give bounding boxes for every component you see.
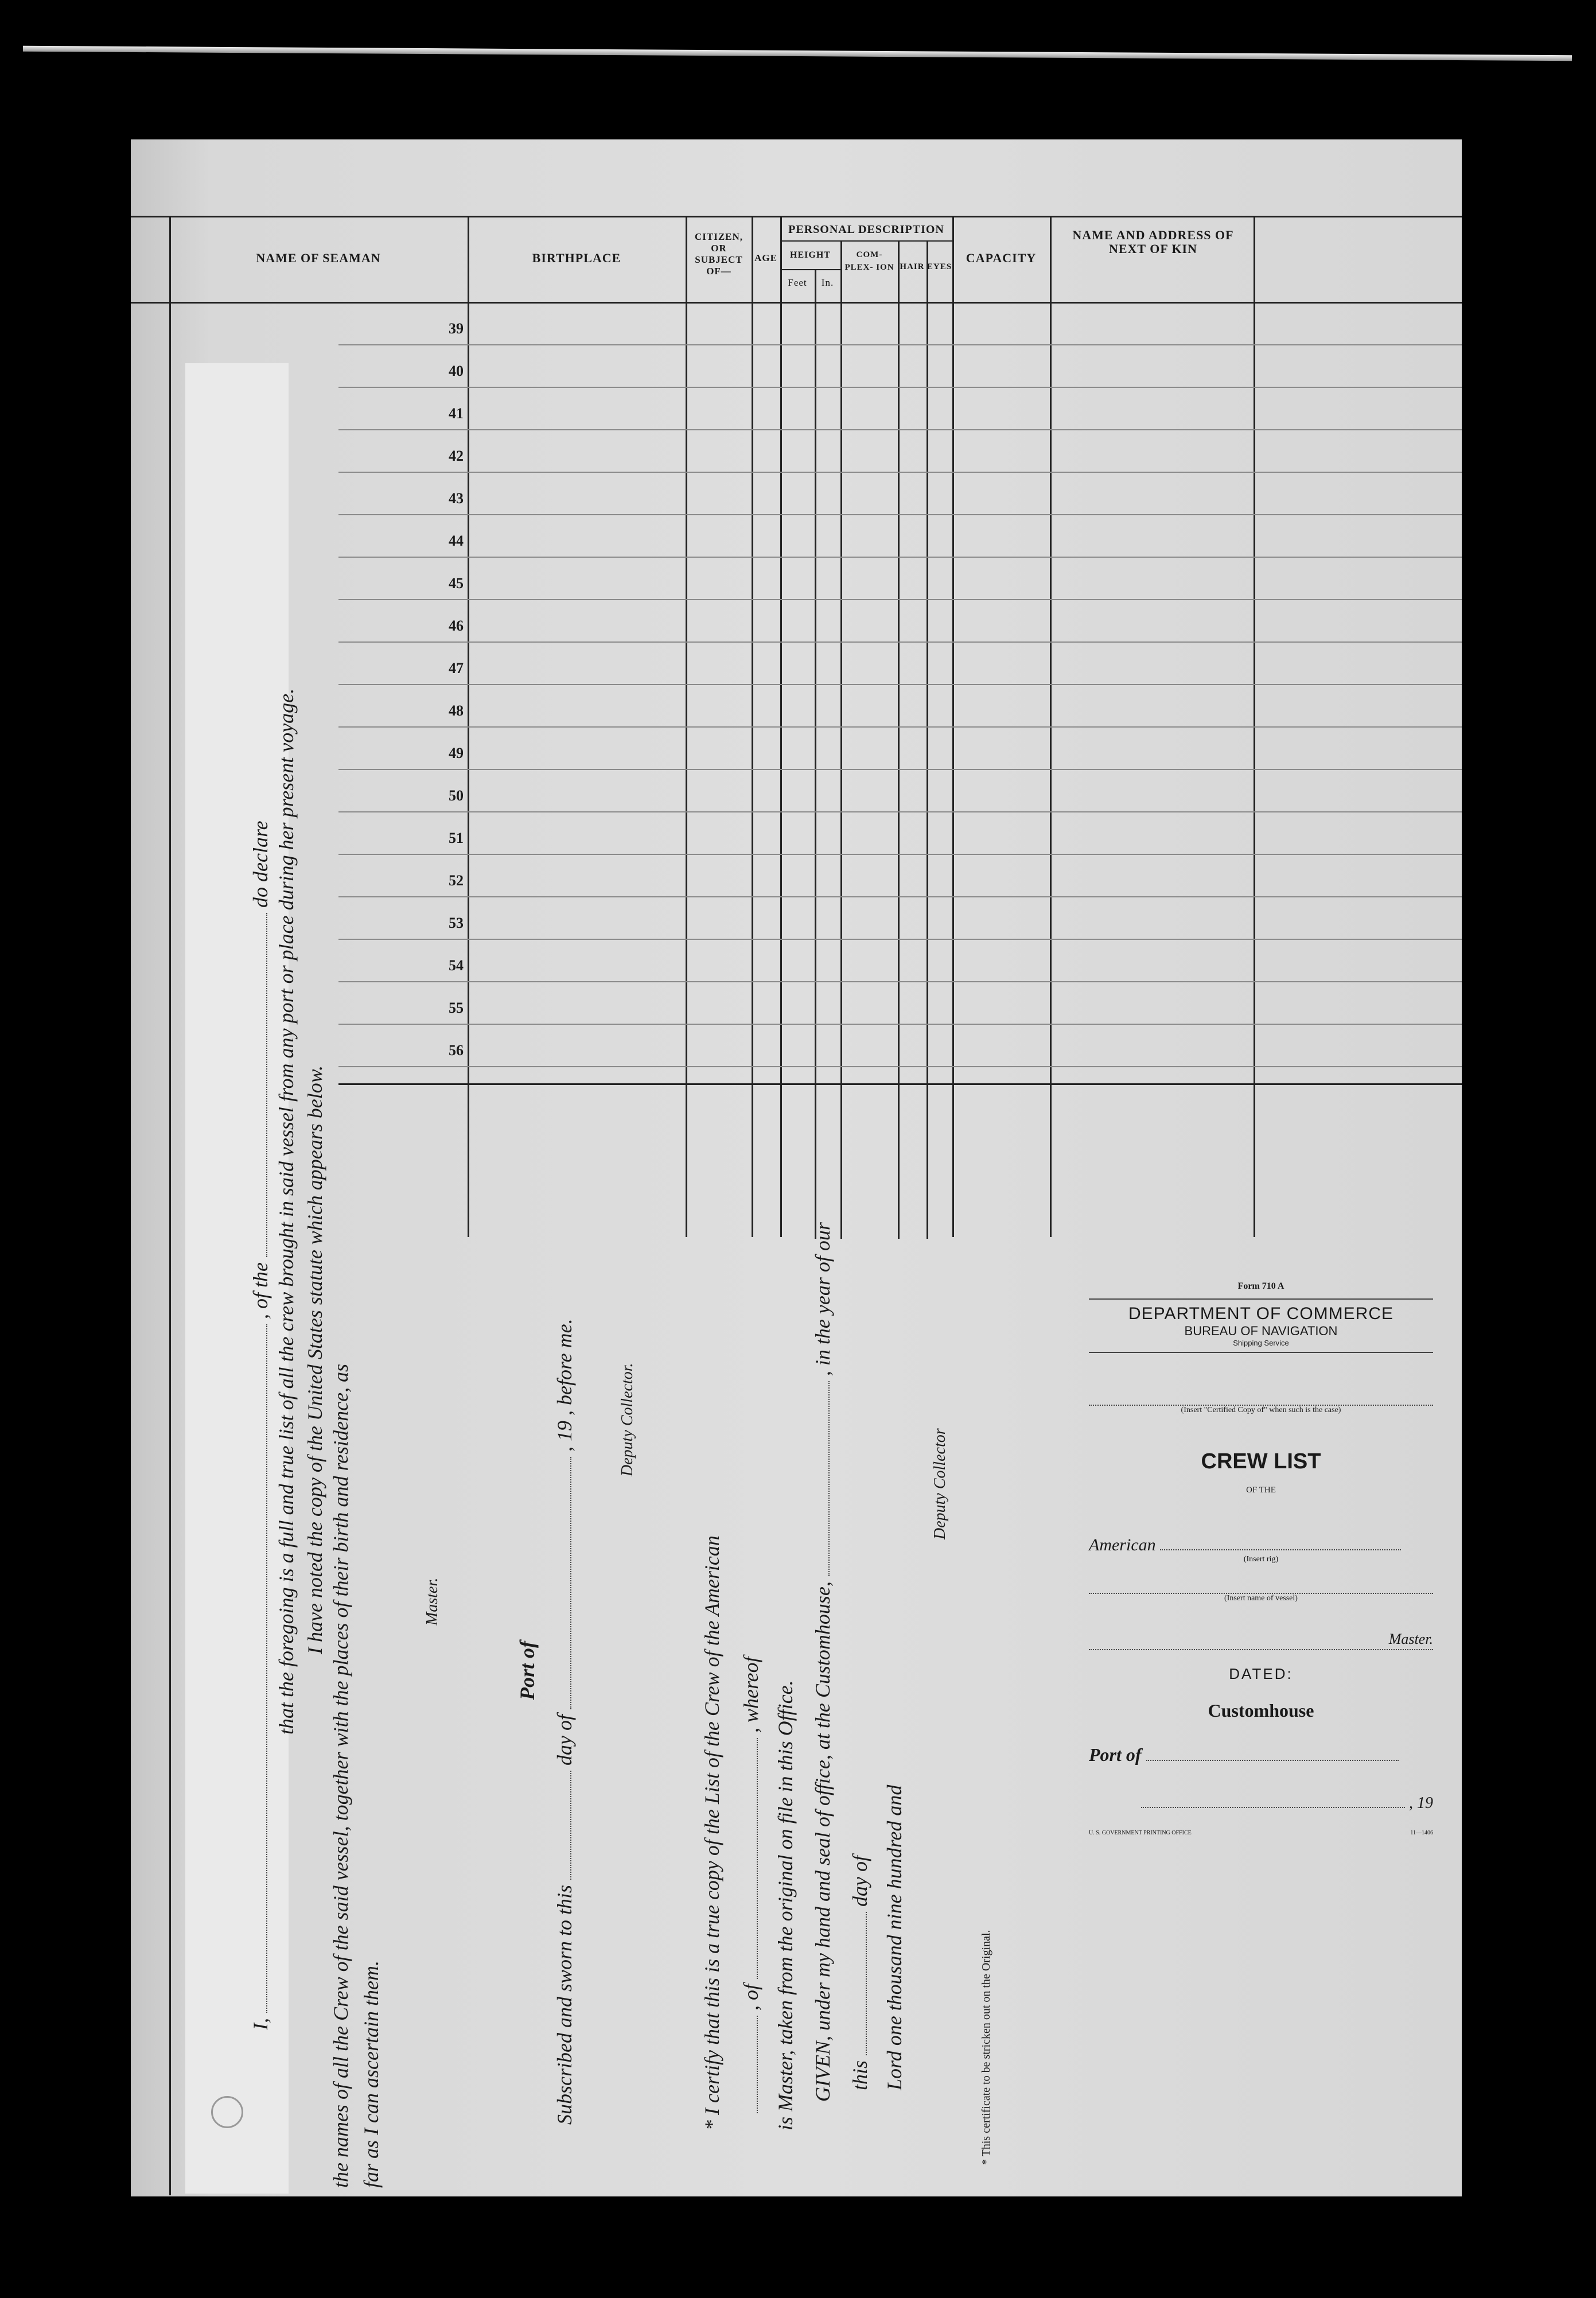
col-line <box>898 240 900 1239</box>
rig-note: (Insert rig) <box>1243 1555 1279 1564</box>
day-blank <box>570 1771 571 1880</box>
row-rule <box>338 514 1462 515</box>
header-height: HEIGHT <box>790 250 831 260</box>
year-cover: , 19 <box>1409 1794 1433 1812</box>
crew-list-page <box>131 139 1462 2196</box>
american-label: American <box>1089 1535 1156 1554</box>
height-rule <box>780 269 840 270</box>
form-number: Form 710 A <box>1237 1281 1284 1291</box>
header-kin: NAME AND ADDRESS OF NEXT OF KIN <box>1072 228 1234 256</box>
row-rule <box>338 387 1462 388</box>
col-line <box>840 240 842 1239</box>
row-number: 50 <box>449 787 464 804</box>
vessel-blank <box>266 913 267 1257</box>
whereof-text: , whereof <box>739 1657 762 1733</box>
row-number: 48 <box>449 702 464 719</box>
this-day-blank <box>866 1912 867 2055</box>
port-of-cover-line <box>1089 1744 1433 1766</box>
divider <box>1089 1352 1433 1359</box>
certified-note: (Insert "Certified Copy of" when such is the case) <box>1181 1406 1341 1414</box>
row-rule <box>338 684 1462 685</box>
header-bottom-rule <box>131 302 1462 304</box>
declaration-do-declare: do declare <box>249 821 272 908</box>
row-rule <box>338 981 1462 982</box>
deputy-collector-1: Deputy Collector. <box>618 1363 636 1476</box>
row-rule <box>338 1024 1462 1025</box>
scan-edge-strip <box>23 46 1572 61</box>
declaration-line3: I have noted the copy of the United States statute which appears below. <box>303 1065 326 1654</box>
header-age: AGE <box>754 252 777 263</box>
row-rule <box>338 429 1462 430</box>
row-number: 43 <box>449 490 464 507</box>
header-inches: In. <box>821 277 834 288</box>
this-text: this <box>848 2060 871 2090</box>
name-blank <box>266 1324 267 2013</box>
row-number: 44 <box>449 532 464 549</box>
row-rule <box>338 641 1462 643</box>
page-stub <box>185 363 289 2194</box>
col-line <box>927 240 928 1239</box>
row-number: 47 <box>449 660 464 676</box>
port-of-label: Port of <box>516 1641 539 1700</box>
crew-list-title: CREW LIST <box>1201 1449 1321 1473</box>
header-complexion: COM- PLEX- ION <box>844 250 894 272</box>
row-rule <box>338 344 1462 345</box>
printer: U. S. GOVERNMENT PRINTING OFFICE <box>1089 1830 1192 1836</box>
row-number: 41 <box>449 405 464 422</box>
given-text: GIVEN, under my hand and seal of office, at the Customhouse, <box>811 1581 834 2102</box>
department: DEPARTMENT OF COMMERCE <box>1089 1298 1433 1324</box>
declaration-of-the: , of the <box>249 1262 272 1319</box>
declaration-line5: far as I can ascertain them. <box>360 1961 383 2188</box>
row-number: 49 <box>449 745 464 761</box>
col-line <box>815 269 816 1239</box>
row-number: 40 <box>449 363 464 379</box>
cover-panel <box>1089 1281 1433 1836</box>
vessel-note: (Insert name of vessel) <box>1224 1594 1298 1603</box>
row-number: 45 <box>449 575 464 592</box>
service: Shipping Service <box>1233 1339 1289 1347</box>
header-name: NAME OF SEAMAN <box>256 251 381 265</box>
certify-line: * I certify that this is a true copy of the List of the Crew of the American <box>700 1535 723 2130</box>
row-rule <box>338 472 1462 473</box>
row-rule <box>338 939 1462 940</box>
dated-label: DATED: <box>1229 1665 1293 1682</box>
place-blank <box>757 1738 758 1979</box>
this-day-line <box>848 1856 872 2090</box>
given-line <box>811 1222 835 2102</box>
date-line <box>1089 1794 1433 1813</box>
header-birthplace: BIRTHPLACE <box>532 251 621 265</box>
declaration-line2: that the foregoing is a full and true list of all the crew brought in said vessel from any port or place during her present voyage. <box>275 688 298 1735</box>
header-personal: PERSONAL DESCRIPTION <box>788 223 944 236</box>
customhouse-label: Customhouse <box>1208 1700 1314 1721</box>
header-feet: Feet <box>788 277 807 288</box>
header-citizen: CITIZEN, OR SUBJECT OF— <box>694 231 743 277</box>
table-bottom-rule <box>338 1083 1462 1085</box>
lord-line: Lord one thousand nine hundred and <box>883 1784 906 2090</box>
declaration-i: I, <box>249 2018 272 2030</box>
print-code: 11—1406 <box>1410 1830 1433 1836</box>
row-number: 46 <box>449 617 464 634</box>
row-number: 39 <box>449 320 464 337</box>
header-hair: HAIR <box>900 262 925 271</box>
header-eyes: EYES <box>927 262 952 271</box>
declaration-line4: the names of all the Crew of the said vessel, together with the places of their birth and residence, as <box>329 1363 352 2188</box>
in-year-text: , in the year of our <box>811 1222 834 1377</box>
vessel-type-blank <box>757 2016 758 2113</box>
master-label-cover: Master. <box>1388 1631 1433 1647</box>
header-capacity: CAPACITY <box>966 251 1037 265</box>
row-number: 53 <box>449 915 464 931</box>
master-blank <box>1089 1649 1433 1650</box>
master-label: Master. <box>423 1577 441 1626</box>
row-number: 42 <box>449 448 464 464</box>
deputy-collector-2: Deputy Collector <box>931 1428 949 1539</box>
footnote: * This certificate to be stricken out on the Original. <box>980 1930 992 2165</box>
rig-blank <box>1160 1549 1401 1550</box>
year-text: , 19 <box>553 1420 576 1452</box>
row-rule <box>338 854 1462 855</box>
row-number: 54 <box>449 957 464 974</box>
before-me-text: , before me. <box>553 1319 576 1416</box>
date-blank <box>1141 1807 1405 1808</box>
declaration-line1 <box>248 821 273 2030</box>
row-number: 52 <box>449 872 464 889</box>
month-blank <box>570 1457 571 1709</box>
row-rule <box>338 726 1462 728</box>
customhouse-blank <box>828 1381 830 1576</box>
row-rule <box>338 1066 1462 1067</box>
of-text: , of <box>739 1984 762 2011</box>
day-of-text: day of <box>553 1714 576 1766</box>
row-rule <box>338 769 1462 770</box>
of-whereof-line <box>739 1657 763 2113</box>
subscribed-line <box>552 1319 577 2125</box>
row-rule <box>338 896 1462 897</box>
is-master-line: is Master, taken from the original on file in this Office. <box>774 1680 797 2130</box>
row-number: 55 <box>449 1000 464 1016</box>
of-the-label: OF THE <box>1246 1486 1276 1495</box>
header-top-rule <box>131 216 1462 217</box>
row-rule <box>338 811 1462 812</box>
american-line <box>1089 1535 1433 1555</box>
port-blank <box>1146 1760 1399 1761</box>
left-margin-line <box>169 216 171 2195</box>
port-of-cover: Port of <box>1089 1744 1142 1765</box>
row-number: 56 <box>449 1042 464 1059</box>
printer-line <box>1089 1830 1433 1836</box>
row-number: 51 <box>449 830 464 846</box>
day-of2-text: day of <box>848 1856 871 1907</box>
punch-hole <box>211 2096 243 2128</box>
row-rule <box>338 557 1462 558</box>
bureau: BUREAU OF NAVIGATION <box>1184 1324 1338 1338</box>
subscribed-text: Subscribed and sworn to this <box>553 1884 576 2125</box>
row-rule <box>338 599 1462 600</box>
